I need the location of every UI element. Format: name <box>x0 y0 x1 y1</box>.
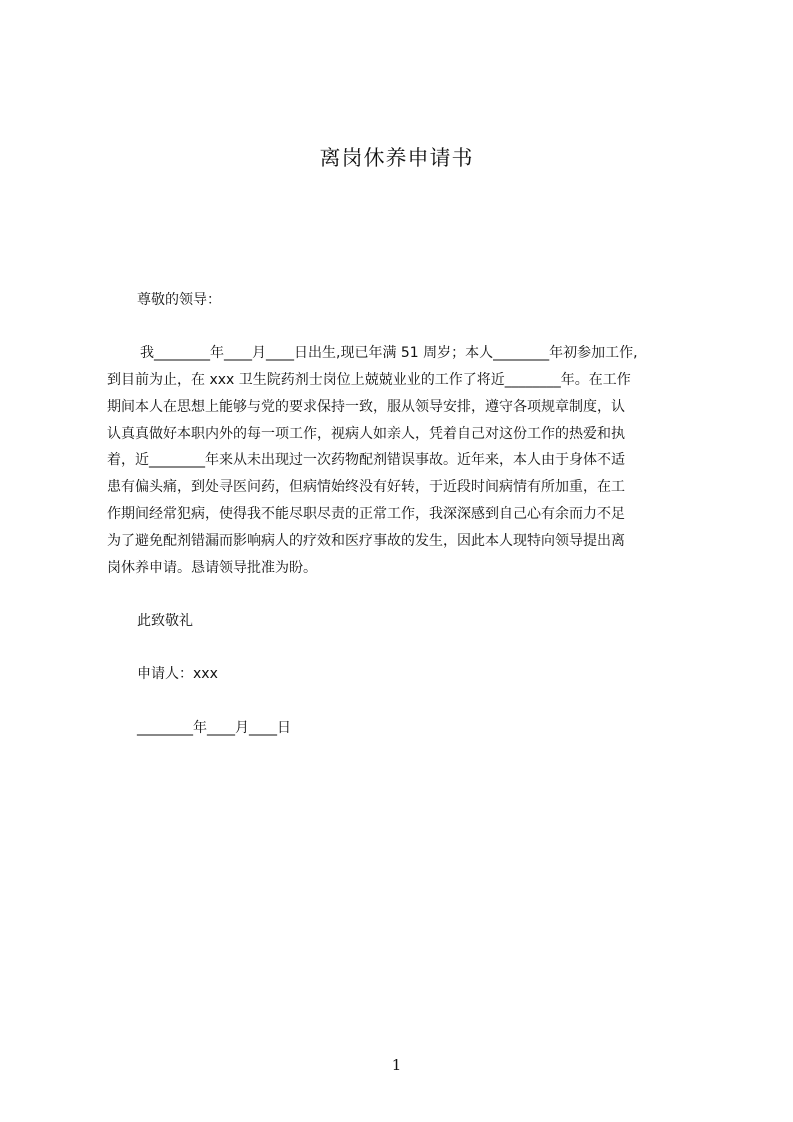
page-number: 1 <box>391 1056 402 1074</box>
body-line: 岗休养申请。恳请领导批准为盼。 <box>107 560 317 576</box>
body-line: 期间本人在思想上能够与党的要求保持一致，服从领导安排，遵守各项规章制度，认 <box>107 399 625 415</box>
body-line: 患有偏头痛，到处寻医问药，但病情始终没有好转，于近段时间病情有所加重，在工 <box>107 479 625 495</box>
body-line: 作期间经常犯病，使得我不能尽职尽责的正常工作，我深深感到自己心有余而力不足 <box>107 506 625 522</box>
closing-phrase: 此致敬礼 <box>137 613 193 629</box>
salutation: 尊敬的领导： <box>137 292 221 308</box>
body-line: 我________年____月____日出生,现已年满 51 周岁；本人________年初参加工作, <box>140 345 638 361</box>
body-line: 到目前为止，在 xxx 卫生院药剂士岗位上兢兢业业的工作了将近________年。在工作 <box>107 372 631 388</box>
body-line: 着，近________年来从未出现过一次药物配剂错误事故。近年来，本人由于身体不适 <box>107 452 625 468</box>
body-line: 为了避免配剂错漏而影响病人的疗效和医疗事故的发生，因此本人现特向领导提出离 <box>107 533 625 549</box>
document-title: 离岗休养申请书 <box>319 146 474 170</box>
body-line: 认真真做好本职内外的每一项工作，视病人如亲人，凭着自己对这份工作的热爱和执 <box>107 426 625 442</box>
date-line: ________年____月____日 <box>137 720 291 736</box>
applicant-signature: 申请人：xxx <box>137 666 218 682</box>
